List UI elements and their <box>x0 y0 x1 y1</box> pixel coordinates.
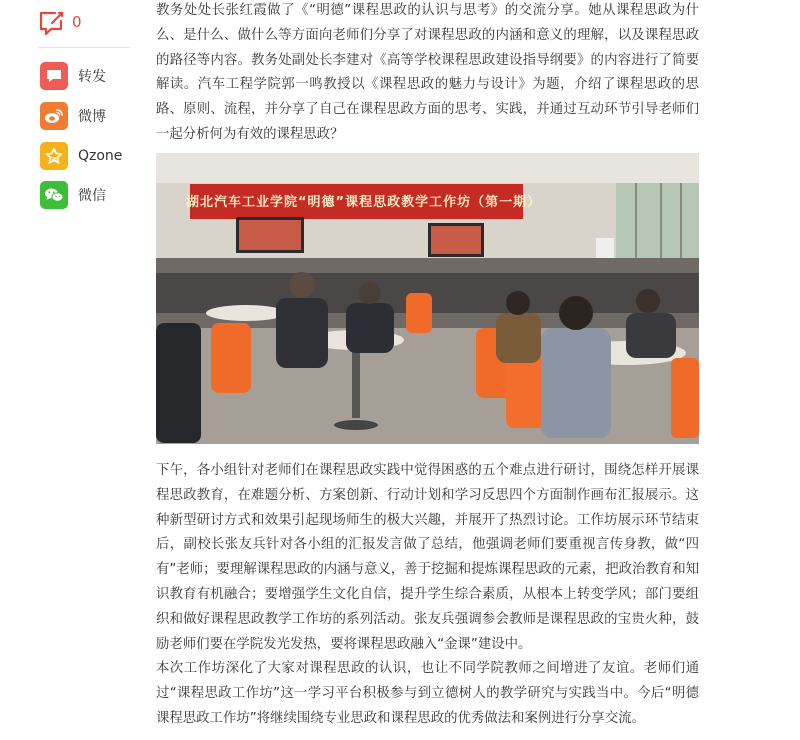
share-repost-button[interactable] <box>40 61 132 91</box>
wechat-icon <box>40 181 68 209</box>
article-paragraph-1: 教务处处长张红霞做了《“明德”课程思政的认识与思考》的交流分享。她从课程思政为什么、是什么、做什么等方面向老师们分享了对课程思政的内涵和意义的理解，以及课程思政的路径等内容。教务处副处长李建对《高等学校课程思政建设指导纲要》的内容进行了简要解读。汽车工程学院郭一鸣教授以《课程思政的魅力与设计》为题，介绍了课程思政的思路、原则、流程，并分享了自己在课程思政方面的思考、实践，并通过互动环节引导老师们一起分析何为有效的课程思政？ <box>156 3 699 142</box>
article-paragraph-2: 下午，各小组针对老师们在课程思政实践中觉得困惑的五个难点进行研讨，围绕怎样开展课程思政教育，在难题分析、方案创新、行动计划和学习反思四个方面制作画布汇报展示。这种新型研讨方式和效果引起现场师生的极大兴趣，并展开了热烈讨论。工作坊展示环节结束后，副校长张友兵针对各小组的汇报发言做了总结，他强调老师们要重视言传身教，做“四有”老师；要理解课程思政的内涵与意义，善于挖掘和提炼课程思政的元素，把政治教育和知识教育有机融合；要增强学生文化自信，提升学生综合素质，从根本上转变学风；部门要组织和做好课程思政教学工作坊的系列活动。张友兵强调参会教师是课程思政的宝贵火种，鼓励老师们要在学院发光发热，要将课程思政融入“金课”建设中。 <box>156 463 699 652</box>
share-qzone-button[interactable] <box>40 141 132 171</box>
qzone-icon <box>40 142 68 170</box>
share-weibo-label: 微博 <box>78 109 106 125</box>
share-weibo-button[interactable] <box>40 101 132 131</box>
workshop-photo <box>156 153 699 444</box>
comment-button[interactable] <box>38 10 66 40</box>
share-repost-label: 转发 <box>78 69 106 85</box>
share-wechat-button[interactable] <box>40 180 132 210</box>
repost-icon <box>40 62 68 90</box>
comment-count: 0 <box>72 13 82 31</box>
article-paragraph-3: 本次工作坊深化了大家对课程思政的认识，也让不同学院教师之间增进了友谊。老师们通过“课程思政工作坊”这一学习平台积极参与到立德树人的教学研究与实践当中。今后“明德课程思政工作坊”将继续围绕专业思政和课程思政的优秀做法和案例进行分享交流。 <box>156 661 699 726</box>
share-wechat-label: 微信 <box>78 188 106 204</box>
share-divider <box>38 47 130 48</box>
weibo-icon <box>40 102 68 130</box>
share-qzone-label: Qzone <box>78 148 123 164</box>
photo-banner-text: 湖北汽车工业学院“明德”课程思政教学工作坊（第一期） <box>186 195 542 210</box>
comment-edit-icon <box>38 10 66 40</box>
